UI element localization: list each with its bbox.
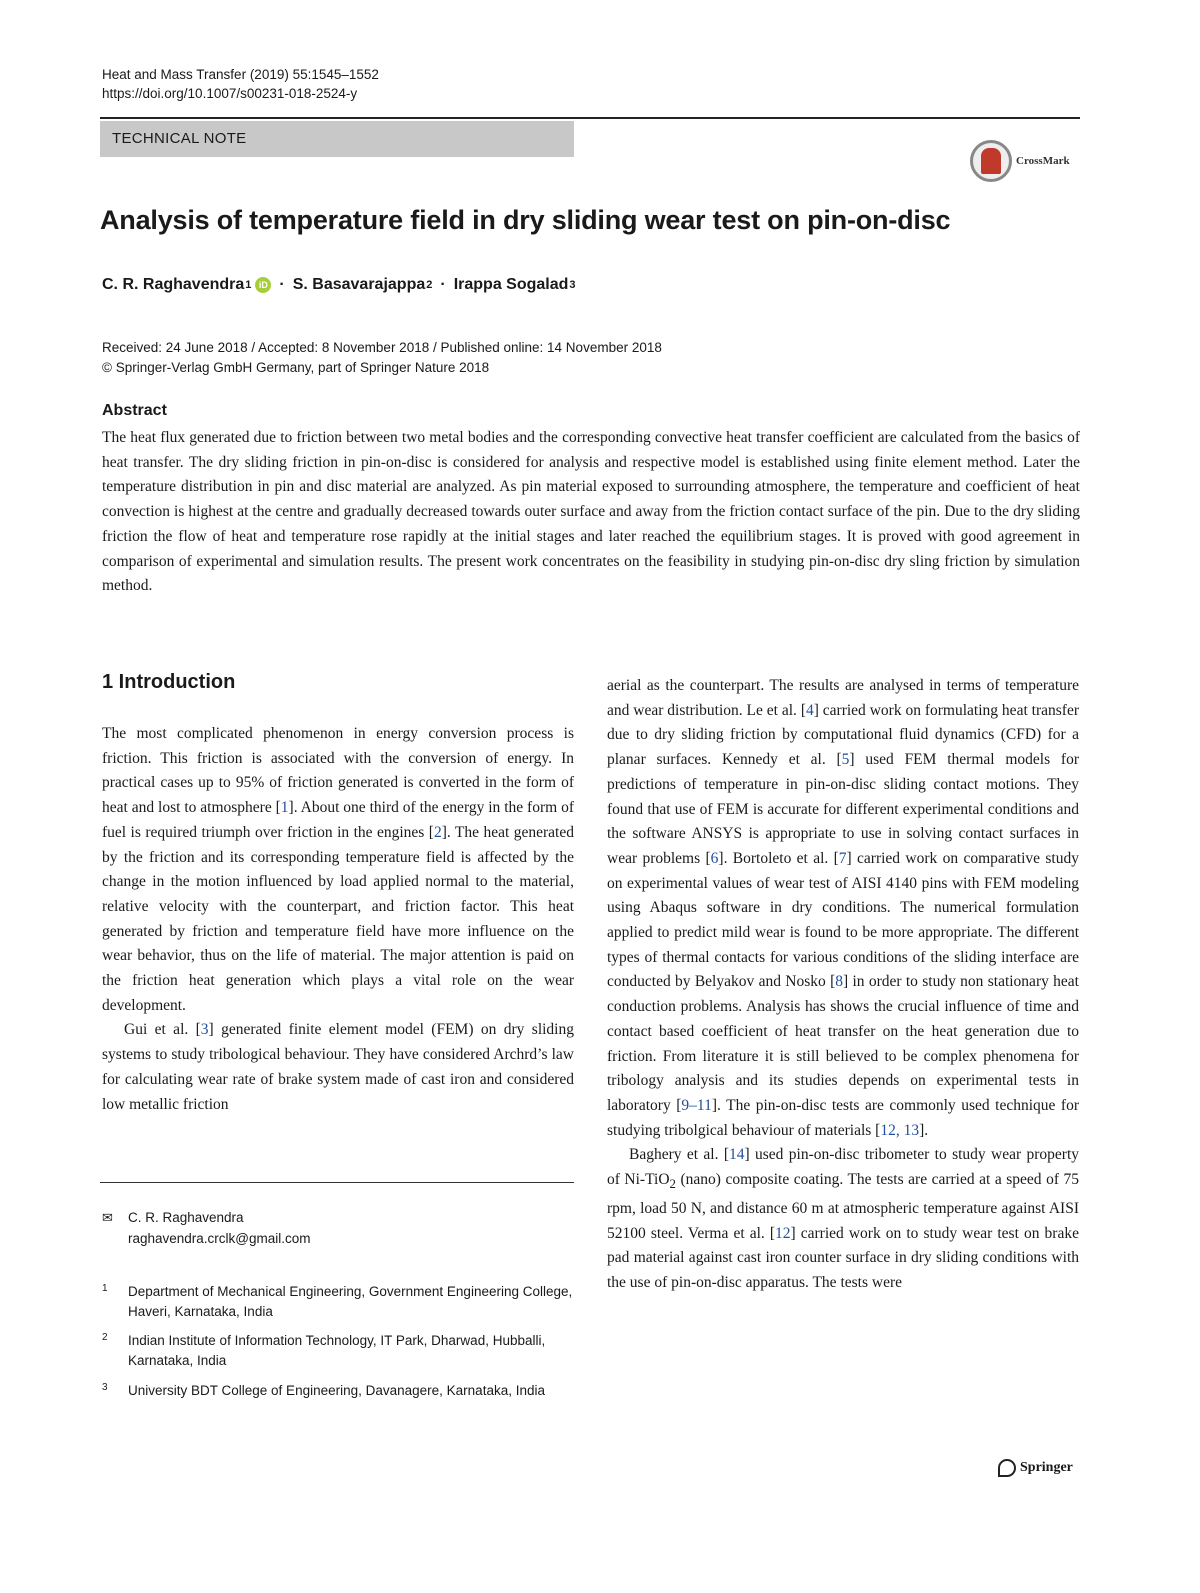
- citation-link[interactable]: 2: [433, 823, 442, 841]
- doi-link[interactable]: https://doi.org/10.1007/s00231-018-2524-y: [102, 86, 358, 101]
- left-column: [102, 722, 574, 1117]
- author-name[interactable]: Irappa Sogalad: [453, 276, 569, 293]
- author-affiliation-mark: 1: [245, 279, 252, 291]
- citation-link[interactable]: 4: [805, 701, 814, 719]
- journal-header: [102, 65, 379, 103]
- citation-link[interactable]: 12, 13: [880, 1121, 920, 1139]
- author-separator: ·: [440, 276, 446, 293]
- citation-link[interactable]: 9–11: [681, 1096, 712, 1114]
- footnote-rule: [100, 1182, 574, 1183]
- publisher-name: Springer: [1020, 1460, 1073, 1475]
- abstract-text: The heat flux generated due to friction between two metal bodies and the corresponding convective heat transfer coefficient are calculated from the basics of heat transfer. The dry sliding friction in pin-on-disc is considered for analysis and respective model is established using finite element method. Later the temperature distribution in pin and disc material are analyzed. As pin material exposed to surrounding atmosphere, the temperature and coefficient of heat convection is highest at the centre and gradually decreased towards outer surface and away from the friction contact surface of the pin. Due to the dry sliding friction the flow of heat and temperature rose rapidly at the initial stages and later reached the equilibrium stages. It is proved with good agreement in comparison of experimental and simulation results. The present work concentrates on the feasibility in studying pin-on-disc dry sling friction by simulation method.: [102, 429, 1080, 595]
- journal-citation: Heat and Mass Transfer (2019) 55:1545–1552: [102, 67, 379, 82]
- subscript: 2: [669, 1176, 676, 1192]
- affiliation-text: Department of Mechanical Engineering, Government Engineering College, Haveri, Karnataka, India: [128, 1284, 573, 1319]
- copyright-line: © Springer-Verlag GmbH Germany, part of Springer Nature 2018: [102, 360, 490, 375]
- citation-link[interactable]: 14: [729, 1146, 745, 1164]
- citation-link[interactable]: 7: [838, 849, 847, 867]
- orcid-icon[interactable]: iD: [255, 277, 271, 293]
- crossmark-badge[interactable]: [970, 140, 1070, 182]
- corresponding-author: C. R. Raghavendra: [128, 1210, 244, 1225]
- crossmark-label: CrossMark: [1016, 155, 1070, 167]
- citation-link[interactable]: 12: [775, 1224, 791, 1242]
- intro-paragraph: Baghery et al. [14] used pin-on-disc tribometer to study wear property of Ni-TiO$_2$ (nano) composite coating. The tests are carried at a speed of 75 rpm, load 50 N, and distance 60 m at atmospheric temperature against AISI 52100 steel. Verma et al. [12] carried work on to study wear test on brake pad material against cast iron counter surface in dry sliding conditions with the use of pin-on-disc apparatus. The tests were: [607, 1146, 1080, 1291]
- correspondence-block: [102, 1207, 574, 1249]
- affiliation-number: 2: [102, 1332, 108, 1343]
- citation-link[interactable]: 5: [841, 751, 850, 769]
- citation-link[interactable]: 8: [835, 973, 843, 991]
- affiliation-item: [102, 1381, 574, 1401]
- publisher-logo: [998, 1459, 1073, 1477]
- affiliation-number: 1: [102, 1283, 108, 1294]
- springer-horse-icon: [998, 1459, 1016, 1477]
- citation-link[interactable]: 3: [200, 1021, 209, 1039]
- intro-paragraph: aerial as the counterpart. The results are analysed in terms of temperature and wear distribution. Le et al. [4] carried work on formulating heat transfer due to dry sliding friction by computational fluid dynamics (CFD) for a planar surfaces. Kennedy et al. [5] used FEM thermal models for predictions of temperature in pin-on-disc sliding contact motions. They found that use of FEM is accurate for different experimental conditions and the software ANSYS is appropriate to use in solving contact surfaces in wear problems [6]. Bortoleto et al. [7] carried work on comparative study on experimental values of wear test of AISI 4140 pins with FEM modeling using Abaqus software in dry conditions. The numerical formulation applied to predict mild wear is found to be more appropriate. The different types of thermal contacts for various conditions of the sliding interface are conducted by Belyakov and Nosko [8] in order to study non stationary heat conduction problems. Analysis has shows the crucial influence of time and contact based coefficient of heat transfer on the heat generation due to friction. From literature it is still believed to be complex phenomena for tribology analysis and its studies depends on experimental tests in laboratory [9–11]. The pin-on-disc tests are commonly used technique for studying tribolgical behaviour of materials [12, 13].: [607, 677, 1080, 1139]
- abstract-heading: Abstract: [102, 402, 167, 419]
- header-rule: [100, 117, 1080, 119]
- author-name[interactable]: C. R. Raghavendra: [102, 276, 245, 293]
- author-affiliation-mark: 3: [569, 279, 576, 291]
- author-list: [102, 276, 576, 294]
- author-affiliation-mark: 2: [426, 279, 433, 291]
- history-line: Received: 24 June 2018 / Accepted: 8 November 2018 / Published online: 14 November 2018: [102, 340, 662, 355]
- intro-heading: 1 Introduction: [102, 671, 236, 693]
- affiliation-item: [102, 1331, 574, 1371]
- intro-paragraph: Gui et al. [3] generated finite element model (FEM) on dry sliding systems to study tribological behaviour. They have considered Archrd’s law for calculating wear rate of brake system made of cast iron and considered low metallic friction: [102, 1021, 574, 1113]
- publication-dates: [102, 338, 662, 378]
- section-label: TECHNICAL NOTE: [100, 121, 574, 157]
- envelope-icon: ✉: [102, 1210, 113, 1225]
- citation-link[interactable]: 6: [710, 849, 719, 867]
- paper-title: Analysis of temperature field in dry sliding wear test on pin-on-disc: [100, 205, 951, 235]
- affiliation-text: University BDT College of Engineering, Davanagere, Karnataka, India: [128, 1383, 545, 1398]
- author-separator: ·: [279, 276, 285, 293]
- crossmark-icon: [970, 140, 1012, 182]
- email-link[interactable]: raghavendra.crclk@gmail.com: [128, 1231, 311, 1246]
- affiliation-number: 3: [102, 1382, 108, 1393]
- right-column: [607, 674, 1079, 1296]
- intro-paragraph: The most complicated phenomenon in energy conversion process is friction. This friction is associated with the conversion of energy. In practical cases up to 95% of friction generated is converted in the form of heat and lost to atmosphere [1]. About one third of the energy in the form of fuel is required triumph over friction in the engines [2]. The heat generated by the friction and its corresponding temperature field is affected by the change in the motion influenced by load applied normal to the material, relative velocity with the counterpart, and friction factor. This heat generated by friction and temperature field have more influence on the wear behavior, thus on the life of material. The major attention is paid on the friction heat generation which plays a vital role on the wear development.: [102, 725, 574, 1014]
- affiliation-item: [102, 1282, 574, 1322]
- citation-link[interactable]: 1: [280, 799, 289, 817]
- author-name[interactable]: S. Basavarajappa: [292, 276, 426, 293]
- affiliation-text: Indian Institute of Information Technology, IT Park, Dharwad, Hubballi, Karnataka, India: [128, 1333, 546, 1368]
